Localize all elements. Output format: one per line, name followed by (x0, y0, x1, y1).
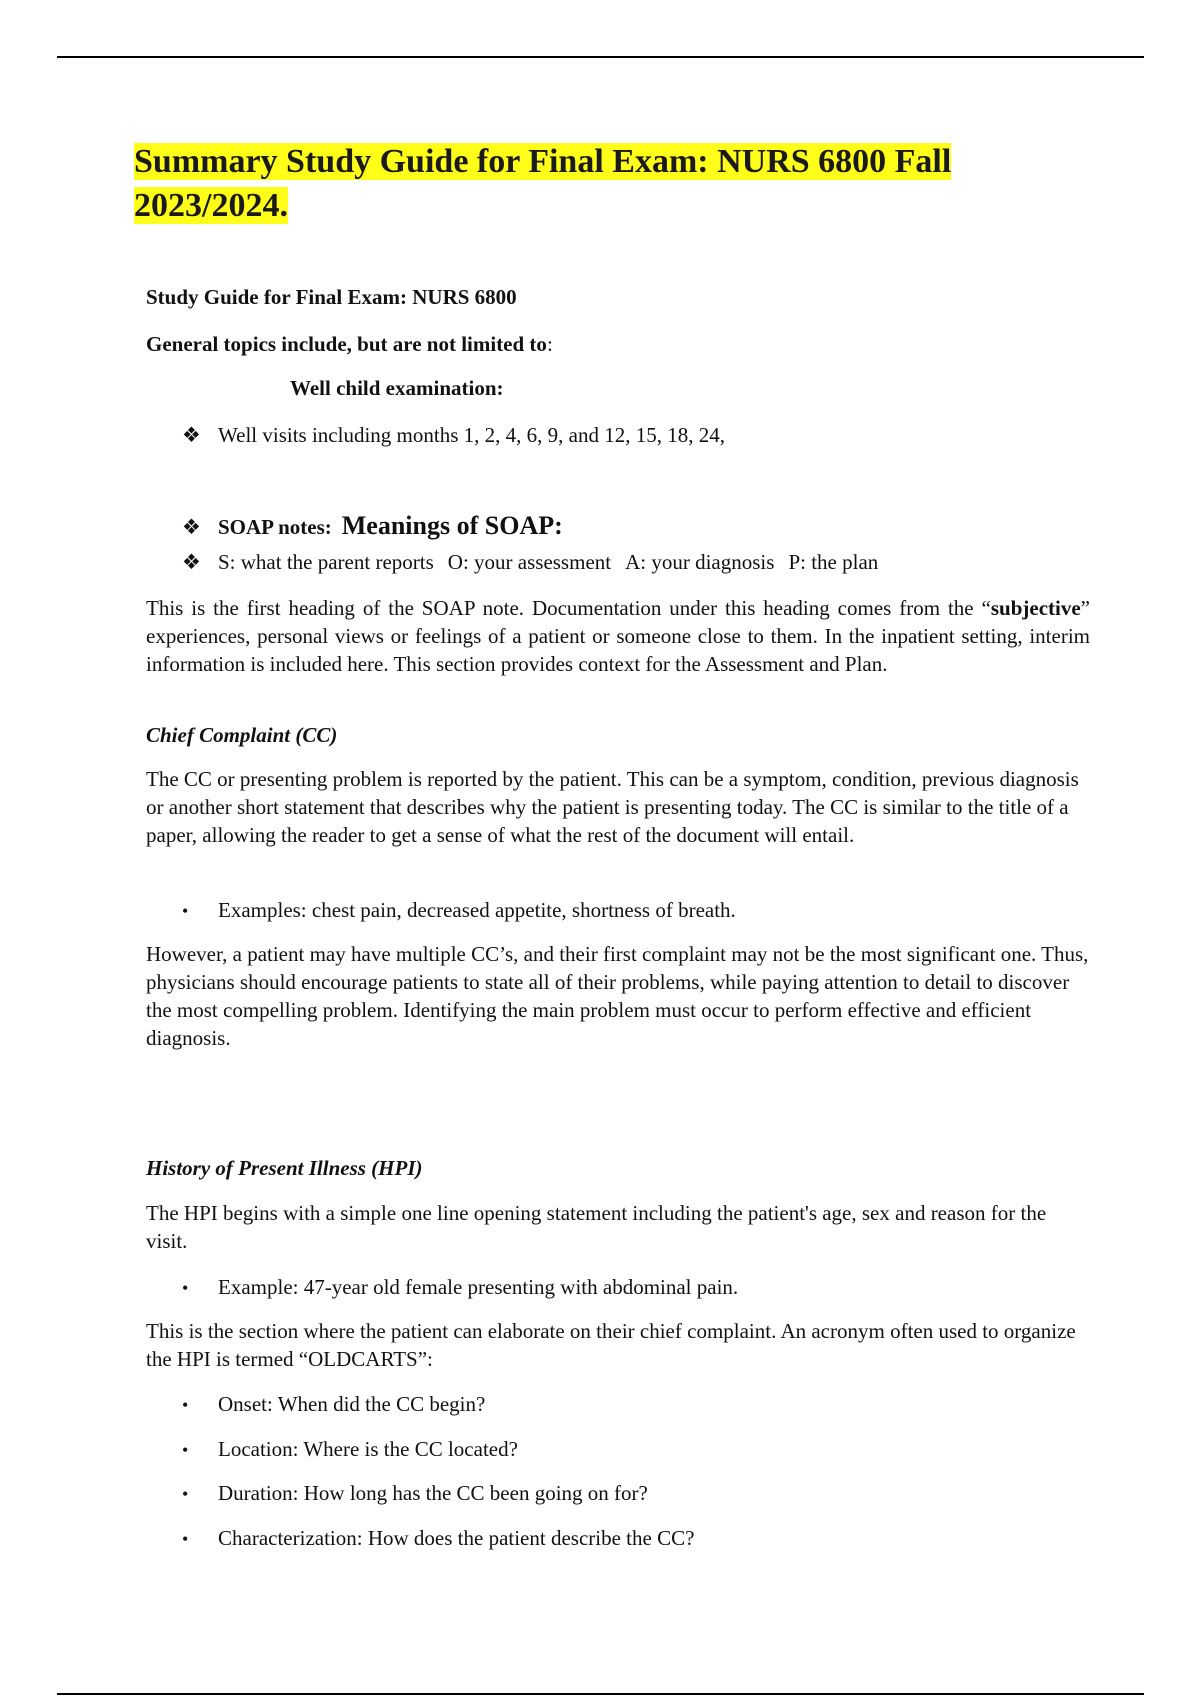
cc-example-text: Examples: chest pain, decreased appetite, shortness of breath. (218, 898, 736, 922)
diamond-bullet-icon: ❖ (182, 550, 201, 574)
bullet-icon: • (182, 1484, 189, 1504)
soap-p: P: the plan (788, 550, 879, 574)
list-item-soap-meanings (146, 548, 878, 576)
well-visits-text: Well visits including months 1, 2, 4, 6, 9, and 12, 15, 18, 24, (218, 423, 725, 447)
oldcarts-location-text: Location: Where is the CC located? (218, 1437, 518, 1461)
bullet-icon: • (182, 1529, 189, 1549)
list-item-oldcarts-characterization (146, 1524, 694, 1553)
soap-o: O: your assessment (447, 550, 612, 574)
bullet-icon: • (182, 1278, 189, 1298)
document-title (134, 140, 1074, 228)
chief-complaint-heading: Chief Complaint (CC) (146, 723, 338, 747)
list-item-oldcarts-duration (146, 1479, 648, 1508)
bottom-rule (57, 1693, 1144, 1695)
list-item-oldcarts-onset (146, 1390, 485, 1419)
list-item-soap-notes (146, 512, 563, 541)
hpi-example-text: Example: 47-year old female presenting with abdominal pain. (218, 1275, 739, 1299)
cc-paragraph-2: However, a patient may have multiple CC’s, and their first complaint may not be the most significant one. Thus, physicians should encourage patients to state all of their problems, while paying attention to detail to discover the most compelling problem. Identifying the main problem must occur to perform effective and efficient diagnosis. (146, 942, 1089, 1050)
topics-intro-colon: : (546, 332, 553, 356)
highlighted-title-text: Summary Study Guide for Final Exam: NURS 6800 Fall 2023/2024. (134, 143, 952, 224)
well-child-heading: Well child examination: (290, 376, 504, 400)
list-item-cc-example (146, 896, 736, 925)
subjective-para-end: ” experiences, personal views or feelings of a patient or someone close to them. In the inpatient setting, interim information is included here. This section provides context for the Assessment and Plan. (146, 596, 1090, 676)
soap-notes-label: SOAP notes: (218, 515, 332, 539)
top-rule (57, 56, 1144, 58)
oldcarts-onset-text: Onset: When did the CC begin? (218, 1392, 486, 1416)
bullet-icon: • (182, 1440, 189, 1460)
soap-s: S: what the parent reports (218, 550, 434, 574)
diamond-bullet-icon: ❖ (182, 515, 201, 539)
list-item-oldcarts-location (146, 1435, 518, 1464)
soap-a: A: your diagnosis (625, 550, 775, 574)
hpi-paragraph: The HPI begins with a simple one line opening statement including the patient's age, sex and reason for the visit. (146, 1201, 1047, 1253)
oldcarts-duration-text: Duration: How long has the CC been going on for? (218, 1481, 648, 1505)
subjective-paragraph (146, 594, 1090, 678)
topics-intro-bold: General topics include, but are not limited to (146, 332, 547, 356)
list-item-hpi-example (146, 1273, 738, 1302)
subjective-term: subjective (990, 596, 1081, 620)
bullet-icon: • (182, 1395, 189, 1415)
bullet-icon: • (182, 901, 189, 921)
hpi-heading: History of Present Illness (HPI) (146, 1156, 423, 1180)
list-item-well-visits (146, 421, 725, 449)
diamond-bullet-icon: ❖ (182, 423, 201, 447)
cc-paragraph: The CC or presenting problem is reported by the patient. This can be a symptom, condition, previous diagnosis or another short statement that describes why the patient is presenting today. The CC is similar to the title of a paper, allowing the reader to get a sense of what the rest of the document will entail. (146, 767, 1079, 847)
oldcarts-characterization-text: Characterization: How does the patient describe the CC? (218, 1526, 695, 1550)
study-guide-subtitle: Study Guide for Final Exam: NURS 6800 (146, 285, 517, 309)
hpi-paragraph-2: This is the section where the patient can elaborate on their chief complaint. An acronym often used to organize the HPI is termed “OLDCARTS”: (146, 1319, 1076, 1371)
subjective-para-start: This is the first heading of the SOAP note. Documentation under this heading comes from the “ (146, 596, 991, 620)
topics-intro (146, 330, 1090, 358)
meanings-of-soap: Meanings of SOAP: (341, 511, 563, 540)
